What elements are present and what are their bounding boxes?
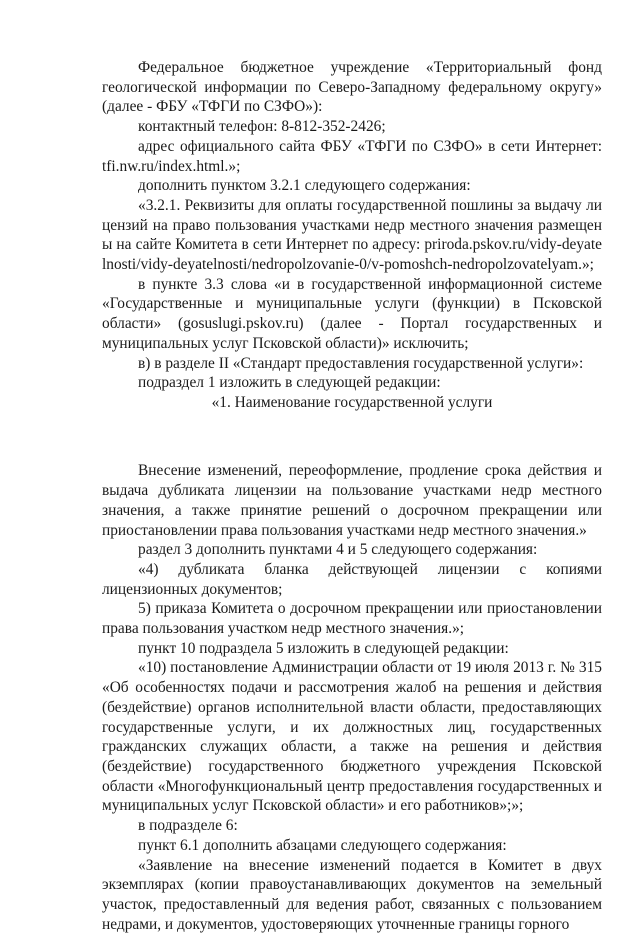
paragraph: «Заявление на внесение изменений подается в Комитет в двух экземплярах (копии правоустанавливающих документов на земельный участок, предоставленный для ведения работ, связанных с пользованием недрами, и документов, удостоверяющих уточненные границы горного — [102, 856, 602, 934]
paragraph: Федеральное бюджетное учреждение «Территориальный фонд геологической информации по Северо-Западному федеральному округу» (далее - ФБУ «ТФГИ по СЗФО»): — [102, 58, 602, 117]
paragraph: подраздел 1 изложить в следующей редакции: — [102, 373, 602, 393]
paragraph: Внесение изменений, переоформление, продление срока действия и выдача дубликата лицензии на пользование участками недр местного значения, а также принятие решений о досрочном прекращении или приостановлении права пользования участками недр местного значения.» — [102, 461, 602, 540]
paragraph: в) в разделе II «Стандарт предоставления государственной услуги»: — [102, 354, 602, 374]
paragraph: «3.2.1. Реквизиты для оплаты государственной пошлины за выдачу лицензий на право пользования участками недр местного значения размещены на сайте Комитета в сети Интернет по адресу: priroda.pskov.ru/vidy-deyatelnosti/vidy-deyatelnosti/nedropolzovanie-0/v-pomoshch-nedropolzovatelyam.»; — [102, 196, 602, 275]
paragraph: адрес официального сайта ФБУ «ТФГИ по СЗФО» в сети Интернет: tfi.nw.ru/index.html.»; — [102, 137, 602, 176]
paragraph: в подразделе 6: — [102, 816, 602, 836]
paragraph: пункт 10 подраздела 5 изложить в следующей редакции: — [102, 639, 602, 659]
paragraph: контактный телефон: 8-812-352-2426; — [102, 117, 602, 137]
paragraph: 5) приказа Комитета о досрочном прекращении или приостановлении права пользования участком недр местного значения.»; — [102, 599, 602, 638]
paragraph: раздел 3 дополнить пунктами 4 и 5 следующего содержания: — [102, 540, 602, 560]
paragraph: дополнить пунктом 3.2.1 следующего содержания: — [102, 176, 602, 196]
paragraph: «4) дубликата бланка действующей лицензии с копиями лицензионных документов; — [102, 560, 602, 599]
paragraph: в пункте 3.3 слова «и в государственной информационной системе «Государственные и муниципальные услуги (функции) в Псковской области» (gosuslugi.pskov.ru) (далее - Портал государственных и муниципальных услуг Псковской области)» исключить; — [102, 275, 602, 354]
paragraph: пункт 6.1 дополнить абзацами следующего содержания: — [102, 836, 602, 856]
paragraph: «10) постановление Администрации области от 19 июля 2013 г. № 315 «Об особенностях подачи и рассмотрения жалоб на решения и действия (бездействие) органов исполнительной власти области, предоставляющих государственные услуги, и их должностных лиц, государственных гражданских служащих области, а также на решения и действия (бездействие) государственного бюджетного учреждения Псковской области «Многофункциональный центр предоставления государственных и муниципальных услуг Псковской области» и его работников»;»; — [102, 658, 602, 816]
document-body — [102, 58, 602, 934]
spacer — [102, 428, 602, 446]
subsection-heading: «1. Наименование государственной услуги — [102, 393, 602, 413]
